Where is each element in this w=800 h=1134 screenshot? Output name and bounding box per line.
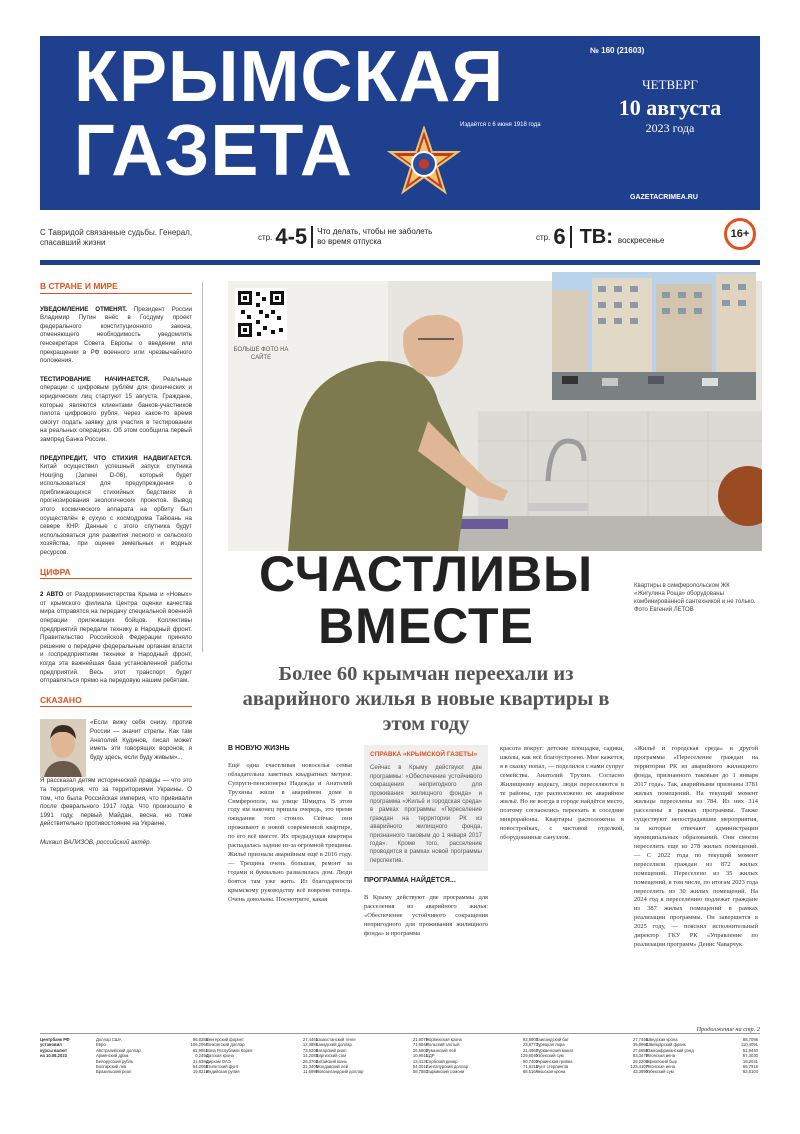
rate-row: [426, 1069, 538, 1074]
currency-rate: 43,3890: [632, 1069, 648, 1075]
currency-name: Индийская рупия: [206, 1069, 240, 1075]
article-column-2: [364, 745, 488, 939]
news-item-text: Китай осуществил успешный запуск спутника Hourjing (Janwei D-06), который будет использоваться для предупреждения о приближающихся стихийных бедствиях и прогнозирования экологических проектов. Вывод этого космического аппарата на орбиту был осуществлён в сухую с космодрома Тайюань на севере КНР. Данные с этого спутника будут использоваться для развития лесного и сельского хозяйства, при оценке земельных и водных ресурсов.: [40, 463, 192, 557]
currency-name: Доллар США: [96, 1037, 122, 1042]
currency-name: Казахстанский тенге: [316, 1037, 356, 1042]
title-line-1: КРЫМСКАЯ: [74, 37, 505, 117]
currency-name: Белорусский рубль: [96, 1058, 134, 1064]
article-text: Ещё одна счастливая новоселья семья обладательна заветных квадратных метров. Супруги-пенсионеры Надежда и Анатолий Трухины жили в аварийном доме в Симферополе, на улице Шмидта. В этом году им наконец пришла очередь, это время ожидания того стоило. Сейчас они проживают в новой современной квартире, по его всё вместе. Их предыдущая квартира распадалась задние из-за огромной трещины. Жильё признали аварийным ещё в 2016 году. — Трещина очень большая, ремонт за годами и буквально развалилась дом. Люди боятся там уже жить. Из благодарности крымскому руководству всё вовремя теперь. Очень довольны. Посмотрите, какая: [228, 761, 352, 903]
currency-name: Норвежская крона: [426, 1037, 462, 1042]
currency-name: Туркменский манат: [536, 1047, 574, 1053]
currency-rate: 58,7882: [412, 1069, 428, 1075]
currency-rate: 11,6998: [303, 1069, 318, 1075]
currency-rate: 54,2068: [192, 1064, 208, 1070]
currency-name: Датская крона: [206, 1053, 234, 1059]
currency-rate: 12,3881: [302, 1042, 318, 1048]
column-divider: [202, 282, 203, 652]
currency-name: Таджикский сомони: [426, 1069, 465, 1075]
currency-name: Катарский риал: [316, 1047, 347, 1053]
title-line-2: ГАЗЕТА: [74, 111, 353, 191]
rates-meta-line: на 10.08.2023: [40, 1053, 67, 1059]
currency-name: Бразильский реал: [96, 1069, 132, 1075]
currency-name: Дирхам ОАЭ: [206, 1058, 231, 1064]
main-headline-block: [228, 548, 624, 737]
currency-rate: 110,4091: [740, 1042, 758, 1048]
quote-signature: Михаил ВАЛИЗОВ, российский актёр.: [40, 838, 152, 846]
news-item: [40, 455, 192, 558]
rate-row: [206, 1069, 318, 1074]
currency-rate: 21,6079: [412, 1037, 428, 1042]
reference-text: Сейчас в Крыму действуют две программы: «Обеспечение устойчивого сокращения непригодного для проживания жилищного фонда» и программа «Жильё и городская среда» в рамках программы «Переселение граждан на территории РК из аварийного жилищного фонда, признанного таковым до 1 января 2017 года». Кроме того, расселение проводится в рамках новой программы перспектив.: [370, 765, 482, 864]
currency-name: Узбекский сум: [646, 1069, 674, 1075]
issue-info: [590, 46, 750, 201]
issue-year: 2023 года: [645, 121, 695, 135]
currency-rate: 13,4131: [412, 1058, 428, 1064]
article-text: красота вокруг: детские площадки, садики, школы, как всё благоустроено. Мне кажется, я в сказку попал, — поделился с нами супруг семейства. Анатолий Трухин. Согласно Жилищному кодексу, люди переселяются в те районы, где расположено их аварийное жильё. Но не всегда в городе найдётся место, поэтому согласились переехать в соседние микрорайоны. Квартиры расположены в новостройках, с чистовой отделкой, оборудованные санузлом.: [500, 745, 624, 842]
inset-photo-apartment-buildings: [552, 272, 756, 400]
currency-name: Швейцарский франк: [646, 1042, 686, 1048]
news-item-lead: УВЕДОМЛЕНИЕ ОТМЕНЯТ.: [40, 305, 127, 313]
currency-name: Киргизский сом: [316, 1053, 346, 1059]
photo-caption: [634, 582, 758, 614]
currency-rate: 26,3702: [302, 1058, 318, 1064]
currency-rate: 14,2083: [302, 1053, 318, 1059]
currency-rate: 88,7086: [742, 1037, 758, 1042]
rates-meta-line: Центрбанк РФ установил: [40, 1037, 70, 1048]
rates-meta-line: курсы валют: [40, 1047, 68, 1053]
rates-meta: [40, 1037, 90, 1059]
headline-line-2: ВМЕСТЕ: [318, 598, 534, 654]
issue-number: № 160 (21603): [590, 46, 645, 55]
qr-caption: БОЛЬШЕ ФОТО НА САЙТЕ: [233, 347, 289, 361]
currency-name: Канадский доллар: [316, 1042, 352, 1048]
currency-rate: 88,5164: [522, 1069, 538, 1075]
rates-column: [96, 1037, 208, 1075]
currency-rate: 27,7446: [632, 1037, 648, 1042]
headline-line-1: СЧАСТЛИВЫ: [258, 546, 594, 602]
teaser-left: С Тавридой связанные судьбы. Генерал, спасавший жизни: [40, 228, 193, 247]
qr-code-icon[interactable]: [235, 288, 287, 340]
separator: [570, 226, 572, 248]
currency-rate: 26,5803: [412, 1047, 428, 1053]
currency-rate: 54,0012: [412, 1064, 428, 1070]
currency-rate: 26,2208: [632, 1058, 648, 1064]
article-section-label: В НОВУЮ ЖИЗНЬ: [228, 745, 290, 752]
currency-name: Китайский юань: [316, 1058, 348, 1064]
currency-name: Болгарский лев: [96, 1064, 127, 1070]
page-label: стр.: [258, 232, 273, 242]
section-heading: В СТРАНЕ И МИРЕ: [40, 282, 192, 294]
currency-name: Фунт стерлингов: [536, 1064, 569, 1070]
website-link[interactable]: GAZETACRIMEA.RU: [630, 194, 698, 201]
news-item-text: Президент России Владимир Путин внёс в Госдуму проект федерального конституционного закона, отменяющего необходимость уведомлять генсекретаря Совета Европы о введении или прекращении в РФ военного или чрезвычайного положения.: [40, 305, 193, 365]
currency-name: Таиландский бат: [536, 1037, 569, 1042]
currency-name: Турецкая лира: [536, 1042, 565, 1048]
news-item: [40, 306, 192, 366]
rate-row: [316, 1069, 428, 1074]
currency-rate: 83,3476: [632, 1053, 648, 1059]
currency-rate: 16,2031: [742, 1058, 758, 1064]
left-news-column: [40, 282, 192, 848]
masthead: [40, 36, 760, 210]
article-text: «Жильё и городская среда» и другой программы «Переселение граждан на территории РК из аварийного жилищного фонда, признанного таковым до 1 января 2017 года». Так, аварийными признаны 3781 жилых помещений. На текущий момент жильцы переселены из 784. Из них 314 расселены в рамках программы. Также существуют непострадавшие мероприятия, за которые отвечают администрации муниципальных образований. Они смогли переселить еще из 278 жилых помещений. — С 2022 года по текущий момент переселили граждан из 872 жилых помещений. Переселено из 35 жилых помещений, в том числе, по итогам 2023 года переселить из 30 жилых помещений. На 2024 год к переселению подлежат граждане из 387 жилых помещений в рамках реализации программы. Он завершится в 2025 году, — пояснил исполнительный директор ГКУ РК «Управление по реализации программ» Денис Чаварчук.: [634, 745, 758, 948]
currency-rate: 10,9915: [412, 1053, 428, 1059]
continued-note: Продолжение на стр. 2: [696, 1026, 760, 1033]
currency-name: Гонконгский доллар: [206, 1042, 245, 1048]
currency-name: Сербский динар: [426, 1058, 458, 1064]
rates-column: [536, 1037, 648, 1075]
currency-name: Узбекский сум: [536, 1053, 564, 1059]
currency-name: Молдавский лей: [316, 1064, 349, 1070]
currency-rate: 129,6040: [520, 1053, 538, 1059]
article-subheading: ПРОГРАММА НАЙДЁТСЯ...: [364, 877, 456, 885]
currency-rate: 67,3030: [742, 1053, 758, 1059]
tv-day: воскресенье: [617, 235, 665, 245]
reference-box: [364, 745, 488, 871]
order-star-emblem-icon: [386, 126, 462, 202]
news-item: [40, 376, 192, 445]
section-heading: ЦИФРА: [40, 568, 192, 580]
separator: [311, 226, 313, 248]
photo-caption-text: Квартиры в симферопольском ЖК «Жигулина Роща» оборудованы комбинированной сантехникой и не только.: [634, 583, 756, 605]
issue-date: 10 августа: [618, 95, 722, 120]
news-item-lead: ТЕСТИРОВАНИЕ НАЧИНАЕТСЯ.: [40, 375, 150, 383]
rate-row: [646, 1069, 758, 1074]
page-number: 4-5: [275, 224, 308, 249]
currency-name: Армянский драм: [96, 1053, 129, 1059]
currency-name: Эфиопский быр: [646, 1058, 677, 1064]
tv-label: ТВ:: [579, 225, 613, 248]
footer-rule: [40, 1033, 760, 1034]
currency-name: Польский злотый: [426, 1042, 460, 1048]
currency-rate: 66,7918: [742, 1064, 758, 1070]
article-column-4: [634, 745, 758, 950]
currency-rate: 31,9384: [192, 1058, 208, 1064]
news-item-text: Реальные операции с цифровым рублём для физических и юридических лиц стартуют 15 августа. Граждане, которые являются клиентами банков-участников пилота цифрового рубля, через какое-то время смогут подать заявку для участия в тестировании на реальных операциях. Об этом сообщила первый зампред Банка России.: [40, 375, 192, 443]
quote-more: Я рассказал детям исторической правды — что это та территория, что за территориями Украины. О том, что была Российская империя, что прививали после феврального 1917 года. Что произошло в 1991 году, первый Майдан, весна, но тоже действительно противостояние на Украине.: [40, 777, 192, 828]
founded-note: Издаётся с 6 июня 1918 года: [460, 122, 541, 128]
currency-rate: 93,8905: [522, 1037, 538, 1042]
currency-rate: 73,5208: [302, 1047, 318, 1053]
teaser-right: [536, 224, 664, 250]
rates-column: [206, 1037, 318, 1075]
article-column-3: [500, 745, 624, 843]
currency-rate: 51,9440: [742, 1047, 758, 1053]
currency-name: Южноафриканский рэнд: [646, 1047, 694, 1053]
rate-row: [536, 1069, 648, 1074]
reference-title: СПРАВКА «КРЫМСКОЙ ГАЗЕТЫ»: [370, 751, 478, 758]
teaser-middle-text: Что делать, чтобы не заболеть во время отпуска: [317, 227, 433, 246]
currency-name: Румынский лей: [426, 1047, 456, 1053]
rates-column: [316, 1037, 428, 1075]
quote-block: [40, 719, 192, 777]
currency-rate: 90,7402: [522, 1058, 538, 1064]
page-number: 6: [553, 224, 566, 249]
currency-rate: 83,8104: [742, 1069, 758, 1075]
figure-item: [40, 591, 192, 686]
article-column-1: [228, 745, 352, 904]
currency-name: Венгерский форинт: [206, 1037, 244, 1042]
currency-rate: 35,8960: [632, 1042, 648, 1048]
currency-name: Евро: [96, 1042, 106, 1048]
day-of-week: ЧЕТВЕРГ: [642, 77, 698, 92]
currency-rates-table: [40, 1037, 760, 1097]
teaser-middle: [258, 224, 437, 250]
news-item-lead: ПРЕДУПРЕДИТ, ЧТО СТИХИЯ НАДВИГАЕТСЯ.: [40, 454, 192, 462]
figure-lead: 2 АВТО: [40, 591, 64, 599]
article-text: В Крыму действуют две программы для расселения из аварийного жилья: «Обеспечение устойчивого сокращения непригодного для проживания жилищного фонда» и программа: [364, 894, 488, 937]
currency-rate: 96,8284: [192, 1037, 208, 1042]
currency-name: Египетский фунт: [206, 1064, 239, 1070]
currency-rate: 23,8773: [522, 1042, 538, 1048]
currency-name: Чешская крона: [536, 1069, 566, 1075]
section-heading: СКАЗАНО: [40, 696, 192, 708]
header-rule: [40, 260, 760, 265]
rates-column: [646, 1037, 758, 1075]
currency-rate: 19,8216: [192, 1069, 208, 1075]
figure-text: от Раздорминистерства Крыма и «Новых» от крымского филиала Центра оценки качества мира отправятся на передачу специальной военной операции прилежащих бойцов. Коллективы предприятий передали технику в Народный фронт. Правительство Российской Федерации приняло решение о передаче федеральным органам власти и госпредприятиям технике в Народный фронт, когда эта важнейшая база установленной работы предприятий. Весь этот транспорт будет отправляться прямо на передовую нашим ребятам.: [40, 591, 192, 685]
currency-name: Вона Республики Корея: [206, 1047, 253, 1053]
currency-rate: 0,2494: [195, 1053, 208, 1059]
currency-rate: 27,4461: [302, 1037, 318, 1042]
currency-name: Сингапурский доллар: [426, 1064, 469, 1070]
subheadline: Более 60 крымчан переехали из аварийного жилья в новые квартиры в этом году: [242, 663, 610, 735]
currency-rate: 123,4107: [630, 1064, 648, 1070]
currency-rate: 21,4961: [522, 1047, 538, 1053]
age-rating-badge: 16+: [724, 218, 756, 250]
currency-rate: 31,3406: [302, 1064, 318, 1070]
currency-name: Японская иена: [646, 1053, 676, 1059]
currency-name: Японская иена: [646, 1064, 676, 1070]
page-label: стр.: [536, 232, 551, 242]
quote-text: «Если вижу себя снизу, против России — значит стрелы. Как там Анатолий Кудинов, писал может иметь эти говорящих воронов, я буду здесь, если буду живым»...: [90, 719, 192, 761]
teaser-strip: [40, 218, 760, 256]
currency-rate: 62,9851: [192, 1047, 208, 1053]
rates-column: [426, 1037, 538, 1075]
rate-row: [96, 1069, 208, 1074]
currency-name: Украинская гривна: [536, 1058, 573, 1064]
portrait-image: [40, 719, 86, 777]
currency-rate: 71,6211: [523, 1064, 538, 1070]
currency-rate: 106,2064: [190, 1042, 208, 1048]
currency-rate: 27,6655: [632, 1047, 648, 1053]
currency-rate: 71,9848: [412, 1042, 428, 1048]
currency-name: Австралийский доллар: [96, 1047, 141, 1053]
photo-credit: Фото Евгений ЛЕТОВ: [634, 607, 694, 613]
currency-name: Шведская крона: [646, 1037, 678, 1042]
currency-name: Новозеландский доллар: [316, 1069, 364, 1075]
currency-name: СДР: [426, 1053, 435, 1059]
